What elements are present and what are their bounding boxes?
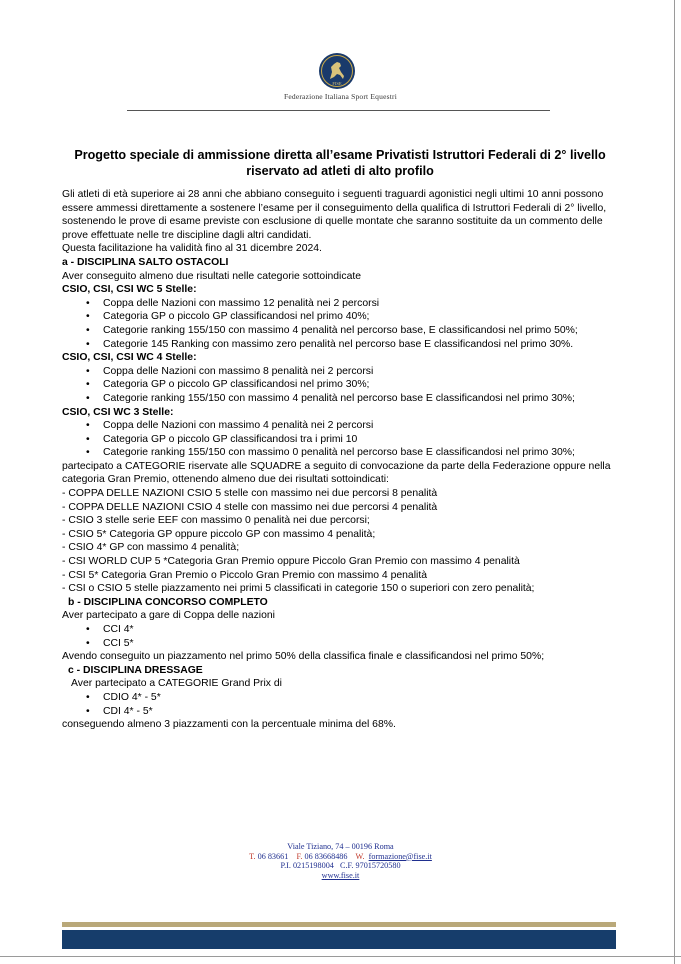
- footer-address: Viale Tiziano, 74 – 00196 Roma: [287, 842, 394, 851]
- fax-label: F.: [296, 851, 303, 861]
- list-item: • Coppa delle Nazioni con massimo 4 penalità nei 2 percorsi: [62, 419, 622, 433]
- intro-paragraph: Gli atleti di età superiore ai 28 anni che abbiano conseguito i seguenti traguardi agonistici negli ultimi 10 anni possono essere ammessi direttamente a sostenere l’esame per il conseguimento della qualifica di Istruttori Federali di 2° livello, sostenendo le prove di esame previste con esclusione di quelle montate che saranno sostituite da un commento delle prove effettuate nelle tre discipline dagli altri candidati.: [62, 189, 607, 241]
- section-b-heading: b - DISCIPLINA CONCORSO COMPLETO: [68, 596, 268, 608]
- document-body: [62, 188, 622, 732]
- footer-contacts: [0, 852, 681, 862]
- header-divider: [127, 110, 550, 111]
- list-item: • Coppa delle Nazioni con massimo 12 penalità nei 2 percorsi: [62, 297, 622, 311]
- list-item: • Categorie ranking 155/150 con massimo 4 penalità nel percorso base, E classificandosi nel primo 50%;: [62, 324, 622, 338]
- document-title: Progetto speciale di ammissione diretta all’esame Privatisti Istruttori Federali di 2° livello riservato ad atleti di alto profilo: [74, 148, 606, 178]
- section-c-closing: conseguendo almeno 3 piazzamenti con la percentuale minima del 68%.: [62, 719, 396, 731]
- validity-note: Questa facilitazione ha validità fino al 31 dicembre 2024.: [62, 243, 322, 255]
- vat-number: P.I. 0215198004: [280, 861, 334, 871]
- section-c-lead: Aver partecipato a CATEGORIE Grand Prix di: [71, 678, 282, 690]
- email-link[interactable]: formazione@fise.it: [368, 851, 432, 861]
- footer-navy-band: [62, 930, 616, 949]
- list-item: • CCI 4*: [62, 623, 622, 637]
- squad-item: - CSI WORLD CUP 5 *Categoria Gran Premio oppure Piccolo Gran Premio con massimo 4 penalità: [62, 556, 520, 568]
- squad-item: - CSIO 5* Categoria GP oppure piccolo GP con massimo 4 penalità;: [62, 528, 376, 540]
- list-item: • CDIO 4* - 5*: [62, 691, 622, 705]
- page-edge-bottom: [0, 956, 681, 957]
- list-item: • Categorie ranking 155/150 con massimo 4 penalità nel percorso base E classificandosi nel primo 30%;: [62, 392, 622, 406]
- section-a-heading: a - DISCIPLINA SALTO OSTACOLI: [62, 256, 229, 268]
- website-link[interactable]: www.fise.it: [321, 870, 360, 880]
- list-item: • Categoria GP o piccolo GP classificandosi nel primo 30%;: [62, 378, 622, 392]
- squad-item: - COPPA DELLE NAZIONI CSIO 5 stelle con massimo nei due percorsi 8 penalità: [62, 488, 438, 500]
- bullet-list: [62, 297, 622, 351]
- logo-text: FISE: [332, 81, 342, 86]
- list-item: • Categorie ranking 155/150 con massimo 0 penalità nel percorso base E classificandosi nel primo 30%;: [62, 446, 622, 460]
- squad-text: partecipato a CATEGORIE riservate alle SQUADRE a seguito di convocazione da parte della Federazione oppure nella categoria Gran Premio, ottenendo almeno due dei risultati sottoindicati:: [62, 460, 611, 486]
- bullet-list: [62, 419, 622, 460]
- bullet-list: [62, 691, 622, 718]
- fiscal-code: C.F. 97015720580: [340, 861, 401, 871]
- squad-item: - CSI 5* Categoria Gran Premio o Piccolo Gran Premio con massimo 4 penalità: [62, 569, 427, 581]
- bullet-list: [62, 365, 622, 406]
- group-heading: CSIO, CSI, CSI WC 5 Stelle:: [62, 284, 197, 296]
- squad-item: - CSIO 3 stelle serie EEF con massimo 0 penalità nei due percorsi;: [62, 515, 370, 527]
- list-item: • CCI 5*: [62, 637, 622, 651]
- bullet-list: [62, 623, 622, 650]
- group-heading: CSIO, CSI WC 3 Stelle:: [62, 406, 174, 418]
- phone-label: T.: [249, 851, 256, 861]
- page-edge-right: [674, 0, 675, 964]
- list-item: • Coppa delle Nazioni con massimo 8 penalità nei 2 percorsi: [62, 365, 622, 379]
- group-heading: CSIO, CSI, CSI WC 4 Stelle:: [62, 352, 197, 364]
- footer-tax-ids: [0, 861, 681, 871]
- section-b-closing: Avendo conseguito un piazzamento nel primo 50% della classifica finale e classificandosi nel primo 50%;: [62, 651, 545, 663]
- footer: [0, 842, 681, 880]
- list-item: • Categorie 145 Ranking con massimo zero penalità nel percorso base E classificandosi nel primo 30%.: [62, 338, 622, 352]
- section-b-lead: Aver partecipato a gare di Coppa delle nazioni: [62, 610, 275, 622]
- squad-item: - CSIO 4* GP con massimo 4 penalità;: [62, 542, 240, 554]
- phone-value: 06 83661: [257, 851, 289, 861]
- footer-gold-band: [62, 922, 616, 927]
- fax-value: 06 83668486: [304, 851, 348, 861]
- list-item: • Categoria GP o piccolo GP classificandosi tra i primi 10: [62, 433, 622, 447]
- fise-horse-emblem-icon: [318, 52, 356, 90]
- section-c-heading: c - DISCIPLINA DRESSAGE: [68, 664, 203, 676]
- squad-item: - COPPA DELLE NAZIONI CSIO 4 stelle con massimo nei due percorsi 4 penalità: [62, 501, 438, 513]
- list-item: • Categoria GP o piccolo GP classificandosi nel primo 40%;: [62, 310, 622, 324]
- list-item: • CDI 4* - 5*: [62, 705, 622, 719]
- squad-item: - CSI o CSIO 5 stelle piazzamento nei primi 5 classificati in categorie 150 o superiori con zero penalità;: [62, 583, 535, 595]
- section-a-lead: Aver conseguito almeno due risultati nelle categorie sottoindicate: [62, 270, 362, 282]
- email-label: W.: [355, 851, 365, 861]
- organization-name: Federazione Italiana Sport Equestri: [283, 92, 397, 101]
